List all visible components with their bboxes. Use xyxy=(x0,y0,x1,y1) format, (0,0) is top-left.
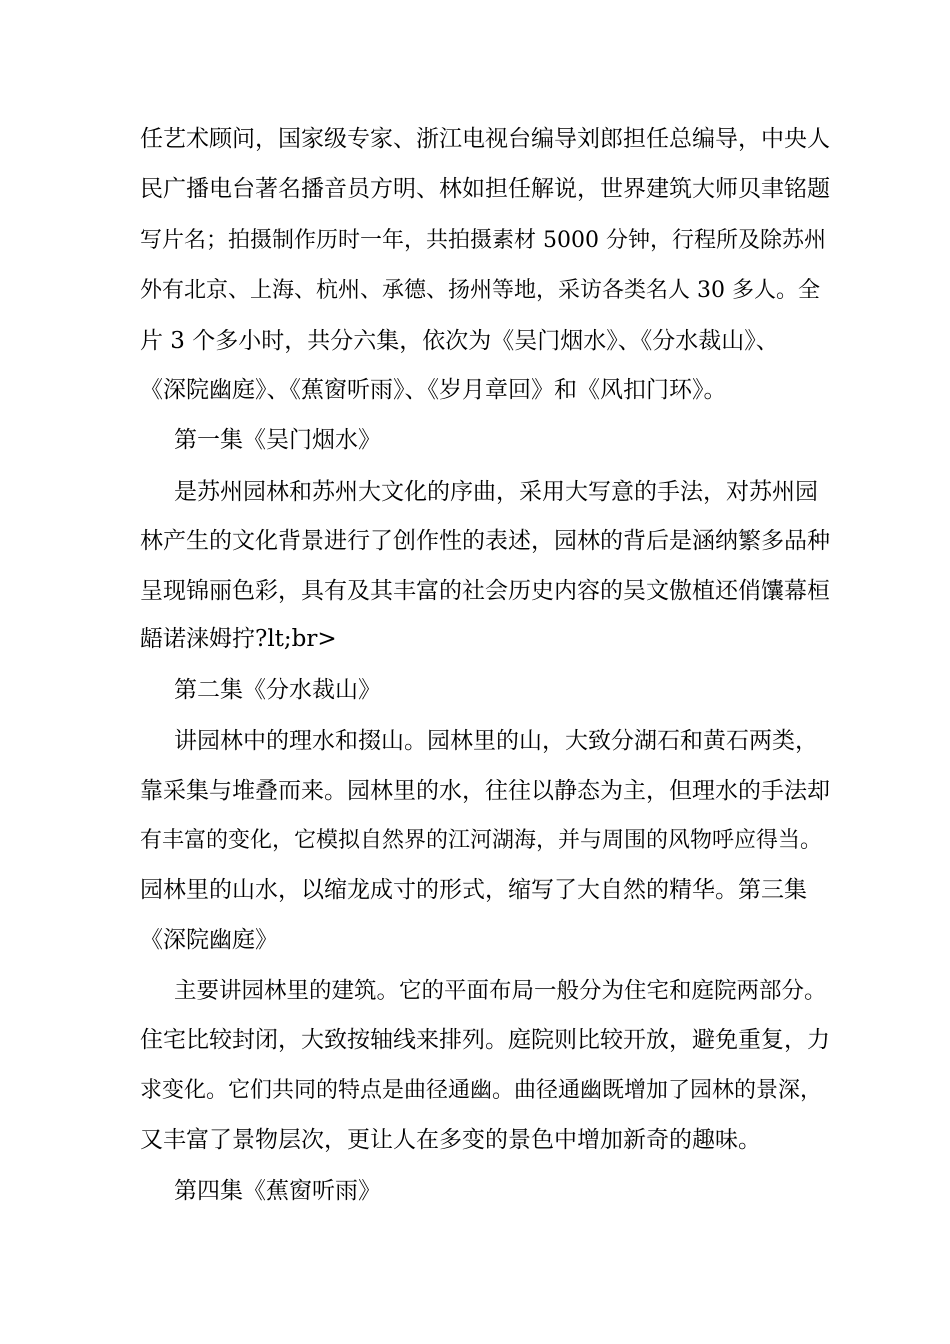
paragraph-line: 片 3 个多小时，共分六集，依次为《吴门烟水》、《分水裁山》、 xyxy=(140,328,779,354)
paragraph-line: 林产生的文化背景进行了创作性的表述，园林的背后是涵纳繁多品种 xyxy=(140,528,830,554)
paragraph-line: 靠采集与堆叠而来。园林里的水，往往以静态为主，但理水的手法却 xyxy=(140,778,830,804)
paragraph-line: 主要讲园林里的建筑。它的平面布局一般分为住宅和庭院两部分。 xyxy=(174,978,827,1004)
paragraph-line: 呈现锦丽色彩，具有及其丰富的社会历史内容的吴文傲植还俏馕幕桓 xyxy=(140,578,830,604)
episode-heading: 第一集《吴门烟水》 xyxy=(174,427,381,453)
paragraph-line: 又丰富了景物层次，更让人在多变的景色中增加新奇的趣味。 xyxy=(140,1127,761,1153)
paragraph-line: 外有北京、上海、杭州、承德、扬州等地，采访各类名人 30 多人。全 xyxy=(140,278,820,303)
paragraph-line: 求变化。它们共同的特点是曲径通幽。曲径通幽既增加了园林的景深， xyxy=(140,1078,823,1103)
paragraph-line: 《深院幽庭》、《蕉窗听雨》、《岁月章回》和《风扣门环》。 xyxy=(140,377,727,403)
paragraph-line: 写片名；拍摄制作历时一年，共拍摄素材 5000 分钟，行程所及除苏州 xyxy=(140,228,826,253)
paragraph-line: 民广播电台著名播音员方明、林如担任解说，世界建筑大师贝聿铭题 xyxy=(140,176,830,202)
paragraph-line: 是苏州园林和苏州大文化的序曲，采用大写意的手法，对苏州园 xyxy=(174,479,818,505)
episode-heading: 第四集《蕉窗听雨》 xyxy=(174,1178,381,1204)
episode-heading: 《深院幽庭》 xyxy=(140,927,278,953)
paragraph-line: 有丰富的变化，它模拟自然界的江河湖海，并与周围的风物呼应得当。 xyxy=(140,828,823,853)
paragraph-line: 龉诺涞姆拧?lt;br> xyxy=(140,626,337,652)
paragraph-line: 任艺术顾问，国家级专家、浙江电视台编导刘郎担任总编导，中央人 xyxy=(140,126,830,152)
episode-heading: 第二集《分水裁山》 xyxy=(174,677,381,703)
paragraph-line: 讲园林中的理水和掇山。园林里的山，大致分湖石和黄石两类， xyxy=(174,728,818,754)
paragraph-line: 住宅比较封闭，大致按轴线来排列。庭院则比较开放，避免重复，力 xyxy=(140,1027,830,1053)
paragraph-line: 园林里的山水，以缩龙成寸的形式，缩写了大自然的精华。第三集 xyxy=(140,877,807,903)
